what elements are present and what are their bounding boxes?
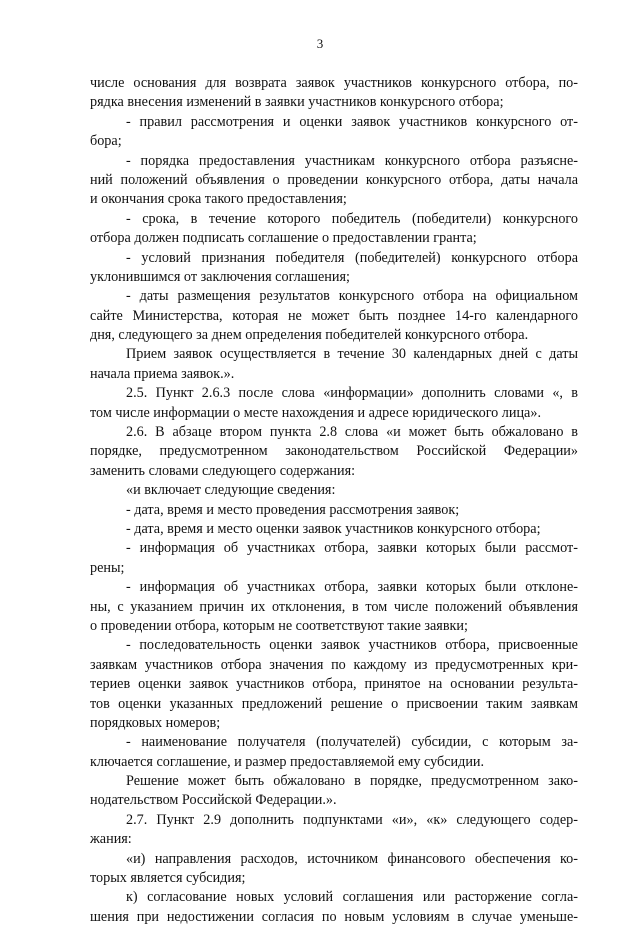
text-line: - последовательность оценки заявок участников отбора, присвоенные: [126, 637, 578, 654]
text-line: о проведении отбора, которым не соответствуют такие заявки;: [90, 617, 468, 634]
text-line: уклонившимся от заключения соглашения;: [90, 268, 350, 285]
text-line: - даты размещения результатов конкурсного отбора на официальном: [126, 288, 578, 305]
text-line: дня, следующего за днем определения победителей конкурсного отбора.: [90, 327, 529, 344]
text-line: - правил рассмотрения и оценки заявок участников конкурсного от-: [126, 113, 578, 130]
text-line: ний положений объявления о проведении конкурсного отбора, даты начала: [90, 171, 578, 188]
text-line: шения при недостижении согласия по новым условиям в случае уменьше-: [90, 908, 578, 925]
text-line: Решение может быть обжаловано в порядке, предусмотренном зако-: [126, 773, 578, 790]
text-line: к) согласование новых условий соглашения или расторжение согла-: [126, 889, 578, 906]
text-line: сайте Министерства, которая не может быть позднее 14-го календарного: [90, 307, 578, 324]
text-line: - информация об участниках отбора, заявки которых были отклоне-: [126, 579, 578, 596]
text-line: тов оценки указанных предложений решение о присвоении таким заявкам: [90, 695, 578, 712]
text-line: 2.6. В абзаце втором пункта 2.8 слова «и может быть обжаловано в: [126, 424, 578, 441]
text-line: заменить словами следующего содержания:: [90, 462, 356, 479]
text-line: Прием заявок осуществляется в течение 30 календарных дней с даты: [126, 346, 578, 363]
text-line: - срока, в течение которого победитель (победители) конкурсного: [126, 210, 578, 227]
text-line: бора;: [90, 133, 122, 150]
text-line: заявкам участников отбора значения по каждому из предусмотренных кри-: [90, 656, 578, 673]
text-line: рядка внесения изменений в заявки участников конкурсного отбора;: [90, 94, 504, 111]
text-line: ны, с указанием причин их отклонения, в том числе положений объявления: [90, 598, 578, 615]
text-line: - наименование получателя (получателей) субсидии, с которым за-: [126, 734, 578, 751]
text-line: «и) направления расходов, источником финансового обеспечения ко-: [126, 850, 578, 867]
text-line: и окончания срока такого предоставления;: [90, 191, 347, 208]
document-body: [90, 74, 578, 927]
text-line: отбора должен подписать соглашение о предоставлении гранта;: [90, 230, 477, 247]
text-line: териев оценки заявок участников отбора, принятое на основании результа-: [90, 676, 578, 693]
text-line: порядке, предусмотренном законодательством Российской Федерации»: [90, 443, 578, 460]
text-line: том числе информации о месте нахождения и адресе юридического лица».: [90, 404, 541, 421]
text-line: - дата, время и место проведения рассмотрения заявок;: [126, 501, 460, 518]
page-number: 3: [316, 36, 324, 51]
text-line: 2.5. Пункт 2.6.3 после слова «информации» дополнить словами «, в: [126, 385, 578, 402]
text-line: - информация об участниках отбора, заявки которых были рассмот-: [126, 540, 578, 557]
text-line: жания:: [90, 831, 132, 848]
text-line: ключается соглашение, и размер предоставляемой ему субсидии.: [90, 753, 485, 770]
text-line: начала приема заявок.».: [90, 365, 235, 382]
text-line: порядковых номеров;: [90, 714, 221, 731]
text-line: торых является субсидия;: [90, 870, 246, 887]
text-line: 2.7. Пункт 2.9 дополнить подпунктами «и», «к» следующего содер-: [126, 811, 578, 828]
text-line: числе основания для возврата заявок участников конкурсного отбора, по-: [90, 75, 578, 91]
text-line: «и включает следующие сведения:: [126, 482, 336, 499]
text-line: - дата, время и место оценки заявок участников конкурсного отбора;: [126, 520, 541, 537]
text-line: рены;: [90, 559, 125, 576]
text-line: - условий признания победителя (победителей) конкурсного отбора: [126, 249, 578, 266]
text-line: нодательством Российской Федерации.».: [90, 792, 337, 809]
text-line: - порядка предоставления участникам конкурсного отбора разъясне-: [126, 152, 578, 169]
